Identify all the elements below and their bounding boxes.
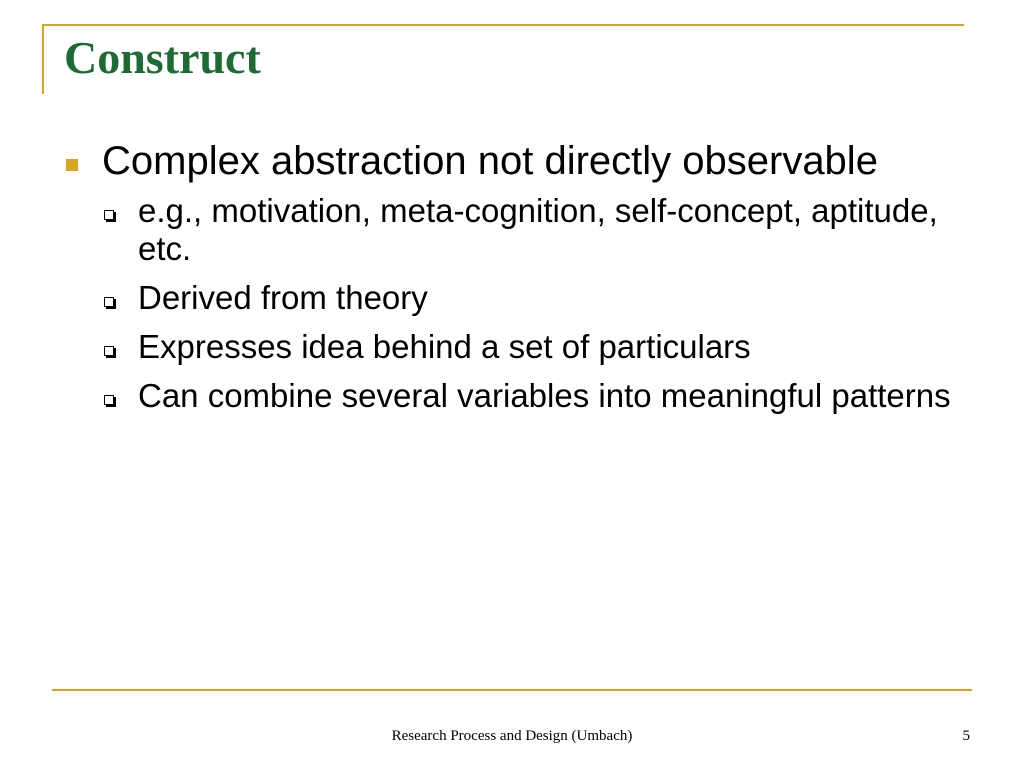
slide-title: Construct [64,32,261,83]
hollow-square-bullet-icon [104,297,114,307]
hollow-square-bullet-icon [104,210,114,220]
slide-content [62,138,962,426]
sub-bullet-text: Can combine several variables into meaningful patterns [138,377,951,414]
sub-bullet-text: Expresses idea behind a set of particulars [138,328,751,365]
slide-footer: Research Process and Design (Umbach) [391,728,633,744]
hollow-square-bullet-icon [104,395,114,405]
sub-bullet-item [102,279,962,317]
sub-bullet-item [102,377,962,415]
left-accent-line [42,24,44,94]
square-bullet-icon [66,159,78,171]
sub-bullet-text: e.g., motivation, meta-cognition, self-concept, aptitude, etc. [138,192,938,267]
top-divider-line [42,24,964,26]
bullet-text: Complex abstraction not directly observable [102,139,878,183]
sub-bullet-list [102,192,962,415]
sub-bullet-item [102,328,962,366]
bullet-item [62,138,962,184]
sub-bullet-text: Derived from theory [138,279,428,316]
sub-bullet-item [102,192,962,268]
bottom-divider-line [52,689,972,691]
hollow-square-bullet-icon [104,346,114,356]
page-number: 5 [962,728,970,744]
